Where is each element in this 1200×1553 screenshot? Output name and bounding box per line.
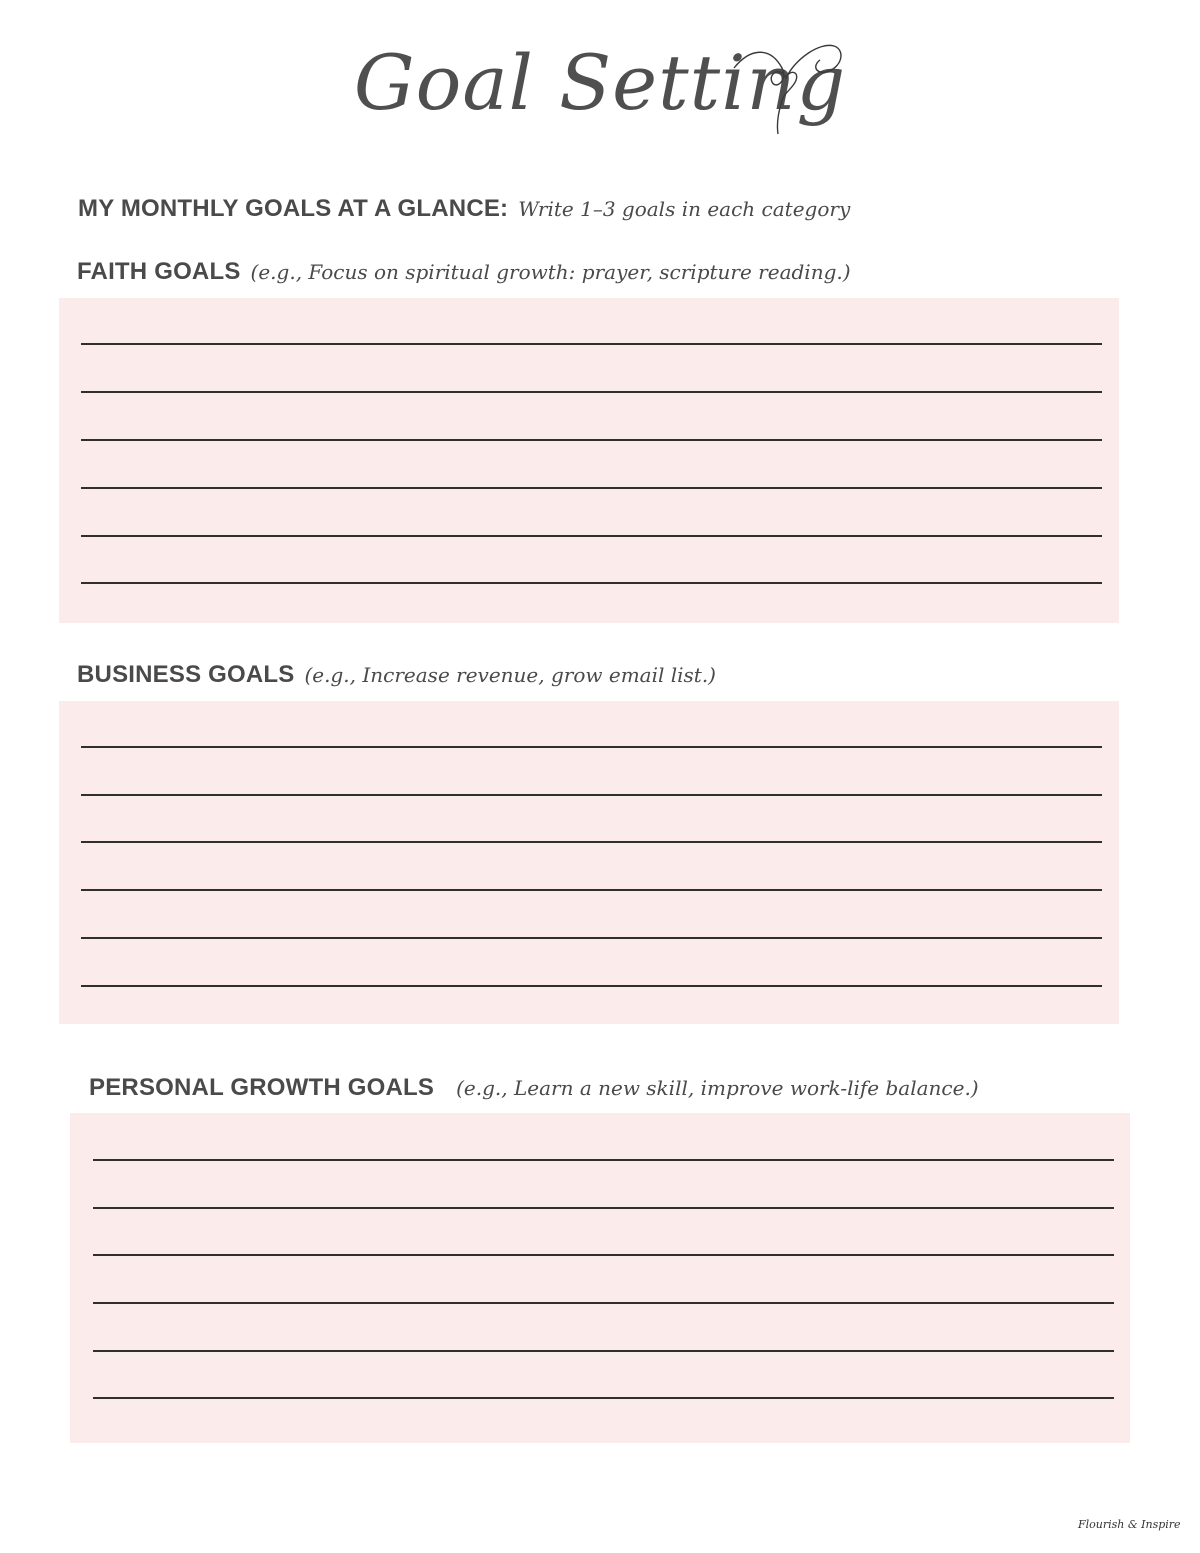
business-writing-box[interactable] bbox=[59, 701, 1119, 1024]
writing-line[interactable] bbox=[81, 937, 1102, 939]
section-heading-row-personal bbox=[89, 1074, 979, 1102]
faith-writing-box[interactable] bbox=[59, 298, 1119, 623]
section-hint-business: (e.g., Increase revenue, grow email list.) bbox=[304, 663, 716, 687]
writing-line[interactable] bbox=[81, 582, 1102, 584]
intro-hint: Write 1–3 goals in each category bbox=[518, 197, 851, 221]
writing-line[interactable] bbox=[93, 1207, 1114, 1209]
section-heading-row-business bbox=[77, 661, 716, 689]
writing-line[interactable] bbox=[93, 1254, 1114, 1256]
writing-line[interactable] bbox=[81, 439, 1102, 441]
section-heading-personal: PERSONAL GROWTH GOALS bbox=[89, 1074, 435, 1101]
writing-line[interactable] bbox=[81, 841, 1102, 843]
writing-line[interactable] bbox=[81, 985, 1102, 987]
writing-line[interactable] bbox=[93, 1397, 1114, 1399]
heart-flourish-icon bbox=[730, 38, 850, 143]
section-hint-faith: (e.g., Focus on spiritual growth: prayer, scripture reading.) bbox=[250, 260, 851, 284]
section-heading-faith: FAITH GOALS bbox=[77, 258, 241, 285]
intro-heading: MY MONTHLY GOALS AT A GLANCE: bbox=[78, 195, 509, 222]
writing-line[interactable] bbox=[93, 1302, 1114, 1304]
section-heading-row-faith bbox=[77, 258, 851, 286]
writing-line[interactable] bbox=[81, 487, 1102, 489]
writing-line[interactable] bbox=[93, 1350, 1114, 1352]
personal-writing-box[interactable] bbox=[70, 1113, 1130, 1443]
writing-line[interactable] bbox=[81, 535, 1102, 537]
page-title: Goal Setting bbox=[353, 38, 847, 127]
brand-signature: Flourish & Inspire bbox=[1078, 1518, 1181, 1531]
writing-line[interactable] bbox=[81, 794, 1102, 796]
section-heading-business: BUSINESS GOALS bbox=[77, 661, 295, 688]
section-hint-personal: (e.g., Learn a new skill, improve work-life balance.) bbox=[456, 1076, 979, 1100]
writing-line[interactable] bbox=[81, 889, 1102, 891]
writing-line[interactable] bbox=[81, 391, 1102, 393]
writing-line[interactable] bbox=[81, 343, 1102, 345]
writing-line[interactable] bbox=[93, 1159, 1114, 1161]
writing-line[interactable] bbox=[81, 746, 1102, 748]
intro-row bbox=[78, 195, 850, 223]
